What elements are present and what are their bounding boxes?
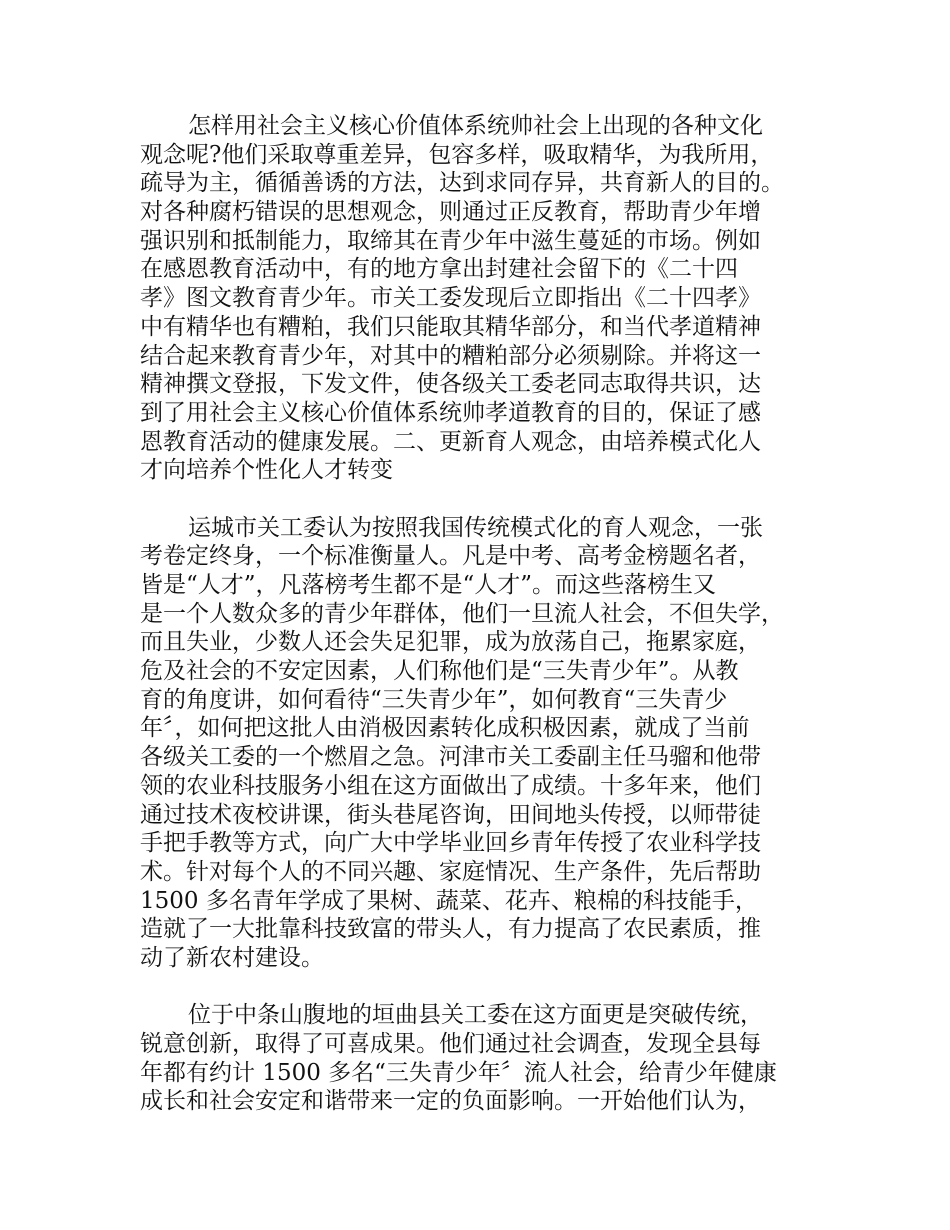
text-line: 皆是“人才”，凡落榜考生都不是“人才”。而这些落榜生又	[140, 572, 717, 598]
text-line: 各级关工委的一个燃眉之急。河津市关工委副主任马骝和他带	[140, 744, 761, 771]
text-line: 孝》图文教育青少年。市关工委发现后立即指出《二十四孝》	[140, 285, 761, 312]
text-line: 动了新农村建设。	[140, 944, 324, 971]
text-line: 到了用社会主义核心价值体系统帅孝道教育的目的，保证了感	[140, 399, 761, 426]
text-line: 中有精华也有糟粕，我们只能取其精华部分，和当代孝道精神	[140, 313, 761, 340]
text-line: 才向培养个性化人才转变	[140, 457, 393, 484]
text-line: 育的角度讲，如何看待“三失青少年”，如何教育“三失青少	[140, 686, 728, 713]
paragraph-3	[140, 1001, 830, 1116]
paragraph-1	[140, 112, 830, 485]
text-line: 恩教育活动的健康发展。二、更新育人观念，由培养模式化人	[140, 428, 761, 455]
text-line: 对各种腐朽错误的思想观念，则通过正反教育，帮助青少年增	[140, 199, 761, 226]
text-line: 怎样用社会主义核心价值体系统帅社会上出现的各种文化	[188, 113, 763, 139]
text-line: 手把手教等方式，向广大中学毕业回乡青年传授了农业科学技	[140, 830, 761, 857]
text-line: 领的农业科技服务小组在这方面做出了成绩。十多年来，他们	[140, 772, 761, 799]
text-line: 结合起来教育青少年，对其中的糟粕部分必须剔除。并将这一	[140, 342, 761, 369]
text-line: 位于中条山腹地的垣曲县关工委在这方面更是突破传统，	[188, 1002, 763, 1029]
document-body	[140, 112, 830, 1116]
text-line: 观念呢?他们采取尊重差异，包容多样，吸取精华，为我所用，	[140, 141, 774, 168]
text-line: 考卷定终身，一个标准衡量人。凡是中考、高考金榜题名者，	[140, 543, 761, 570]
text-line: 年都有约计 1500 多名“三失青少年〞流人社会，给青少年健康	[140, 1059, 777, 1086]
text-line: 锐意创新，取得了可喜成果。他们通过社会调查，发现全县每	[140, 1031, 761, 1057]
text-line: 成长和社会安定和谐带来一定的负面影响。一开始他们认为，	[140, 1088, 761, 1115]
text-line: 强识别和抵制能力，取缔其在青少年中滋生蔓延的市场。例如	[140, 227, 761, 254]
text-line: 术。针对每个人的不同兴趣、家庭情况、生产条件，先后帮助	[140, 858, 761, 885]
text-line: 1500 多名青年学成了果树、蔬菜、花卉、粮棉的科技能手，	[140, 887, 758, 914]
text-line: 精神撰文登报，下发文件，使各级关工委老同志取得共识，达	[140, 371, 761, 398]
text-line: 危及社会的不安定因素，人们称他们是“三失青少年”。从教	[140, 658, 739, 685]
text-line: 而且失业，少数人还会失足犯罪，成为放荡自己，拖累家庭，	[140, 629, 761, 656]
text-line: 年〞，如何把这批人由消极因素转化成积极因素，就成了当前	[140, 715, 750, 742]
text-line: 在感恩教育活动中，有的地方拿出封建社会留下的《二十四	[140, 256, 738, 283]
text-line: 疏导为主，循循善诱的方法，达到求同存异，共育新人的目的。	[140, 170, 784, 197]
paragraph-2	[140, 514, 830, 973]
text-line: 是一个人数众多的青少年群体，他们一旦流人社会，不但失学，	[140, 600, 784, 627]
text-line: 造就了一大批靠科技致富的带头人，有力提高了农民素质，推	[140, 916, 761, 943]
text-line: 运城市关工委认为按照我国传统模式化的育人观念，一张	[188, 514, 763, 541]
text-line: 通过技术夜校讲课，街头巷尾咨询，田间地头传授，以师带徒	[140, 801, 761, 828]
